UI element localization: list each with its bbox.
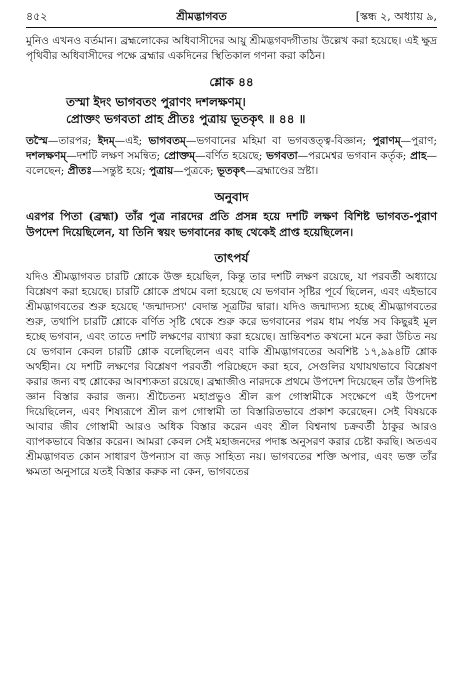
- synonym-meaning: —পুরাণ;: [400, 135, 438, 147]
- synonym-meaning: —তারপর;: [47, 135, 98, 147]
- synonym-term: দশলক্ষণম্: [26, 150, 67, 162]
- synonym-meaning: —এই;: [114, 135, 149, 147]
- book-title: শ্রীমদ্ভাগবত: [176, 10, 227, 23]
- synonym-meaning: —ব্রহ্মাণ্ডের স্রষ্টা।: [245, 165, 319, 177]
- synonym-term: ইদম্: [97, 135, 115, 147]
- purport-text: যদিও শ্রীমদ্ভাগবত চারটি শ্লোকে উক্ত হয়েছিল, কিন্তু তার দশটি লক্ষণ রয়েছে, যা পরবর্তী অধ্যায়ে বিশ্লেষণ করা হয়েছে। চারটি শ্লোকে প্রথমে বলা হয়েছে যে ভগবান সৃষ্টির পূর্বে ছিলেন, এবং এইভাবে শ্রীমদ্ভাগবতের শুরু হয়েছে 'জন্মাদ্যস্য' বেদান্ত সূত্রটির দ্বারা। যদিও জন্মাদ্যস্য হচ্ছে শ্রীমদ্ভাগবতের শুরু, তথাপি চারটি শ্লোকে বর্ণিত সৃষ্টি থেকে শুরু করে ভগবানের পরম ধাম পর্যন্ত সব কিছুরই মূল হচ্ছে ভগবান, এবং তাতে দশটি লক্ষণের ব্যাখ্যা করা হয়েছে। ভ্রান্তিবশত কখনো মনে করা উচিত নয় যে ভগবান কেবল চারটি শ্লোক বলেছিলেন এবং বাকি শ্রীমদ্ভাগবতের অবশিষ্ট ১৭,৯৯৪টি শ্লোক অর্থহীন। যে দশটি লক্ষণের বিশ্লেষণ পরবর্তী পরিচ্ছেদে করা হবে, সেগুলির যথাযথভাবে বিশ্লেষণ করার জন্য বহু শ্লোকের আবশ্যকতা রয়েছে। ব্রহ্মাজীও নারদকে প্রথমে উপদেশ দিয়েছেন তাঁর উপদিষ্ট জ্ঞান বিস্তার করার জন্য। শ্রীচৈতন্য মহাপ্রভুও শ্রীল রূপ গোস্বামীকে সংক্ষেপে এই উপদেশ দিয়েছিলেন, এবং শিষ্যরূপে শ্রীল রূপ গোস্বামী তা বিস্তারিতভাবে প্রকাশ করেছেন। সেই বিষয়কে আবার জীব গোস্বামী আরও অধিক বিস্তার করেন এবং শ্রীল বিশ্বনাথ চক্রবর্তী ঠাকুর আরও ব্যাপকভাবে বিস্তার করেন। আমরা কেবল সেই মহাজনদের পদাঙ্ক অনুসরণ করার চেষ্টা করছি। অতএব শ্রীমদ্ভাগবত কোন সাধারণ উপন্যাস বা জড় সাহিত্য নয়। ভাগবতের শক্তি অপার, এবং ভক্ত তাঁর ক্ষমতা অনুসারে যতই বিস্তার করুক না কেন, ভাগবতের: [26, 271, 437, 478]
- translation-heading: অনুবাদ: [214, 190, 249, 204]
- purport-section: [26, 270, 437, 480]
- page-header: [26, 8, 437, 24]
- synonym-meaning: —পরমেশ্বর ভগবান কর্তৃক;: [297, 150, 411, 162]
- synonym-meaning: —দশটি লক্ষণ সমন্বিত;: [66, 150, 164, 162]
- synonym-term: প্রীতঃ: [67, 165, 92, 177]
- synonym-term: পুরাণম্: [372, 135, 401, 147]
- verse-heading: শ্লোক ৪৪: [209, 75, 254, 89]
- synonym-meaning: —ভগবানের মহিমা বা ভগবত্তত্ত্ব-বিজ্ঞান;: [185, 135, 373, 147]
- synonym-term: প্রাহ: [410, 150, 427, 162]
- intro-paragraph: মুনিও এখনও বর্তমান। ব্রহ্মলোকের অধিবাসীদের আয়ু শ্রীমদ্ভগবদ্গীতায় উল্লেখ করা হয়েছে। এই ক্ষুদ্র পৃথিবীর অধিবাসীদের পক্ষে ব্রহ্মার একদিনের স্থিতিকাল গণনা করা কঠিন।: [26, 35, 437, 62]
- synonym-term: ভগবতা: [266, 150, 298, 162]
- synonym-term: পুত্রায়: [149, 165, 174, 177]
- chapter-reference: [স্কন্ধ ২, অধ্যায় ৯,: [355, 10, 437, 23]
- translation-text: এরপর পিতা (ব্রহ্মা) তাঁর পুত্র নারদের প্রতি প্রসন্ন হয়ে দশটি লক্ষণ বিশিষ্ট ভাগবত-পুরাণ উপদেশ দিয়েছিলেন, যা তিনি স্বয়ং ভগবানের কাছ থেকেই প্রাপ্ত হয়েছিলেন।: [26, 210, 437, 239]
- synonym-term: ভূতকৃৎ: [216, 165, 246, 177]
- synonym-term: তস্মৈ: [26, 135, 48, 147]
- synonym-meaning: —বলেছেন;: [26, 150, 437, 177]
- page-number: ৪৫২: [26, 10, 48, 23]
- synonym-meaning: —বর্ণিত হয়েছে;: [195, 150, 267, 162]
- synonym-term: প্রোক্তম্: [163, 150, 196, 162]
- synonym-meaning: —সন্তুষ্ট হয়ে;: [91, 165, 150, 177]
- purport-heading: তাৎপর্য: [214, 251, 249, 265]
- verse-line-2: প্রোক্তং ভগবতা প্রাহ প্রীতঃ পুত্রায় ভূতকৃৎ ॥ ৪৪ ॥: [66, 112, 306, 126]
- synonyms: [26, 134, 437, 179]
- synonym-meaning: —পুত্রকে;: [173, 165, 217, 177]
- header-divider: [26, 27, 437, 28]
- synonym-term: ভাগবতম্: [148, 135, 186, 147]
- verse-line-1: তস্মা ইদং ভাগবতং পুরাণং দশলক্ষণম্।: [66, 95, 246, 109]
